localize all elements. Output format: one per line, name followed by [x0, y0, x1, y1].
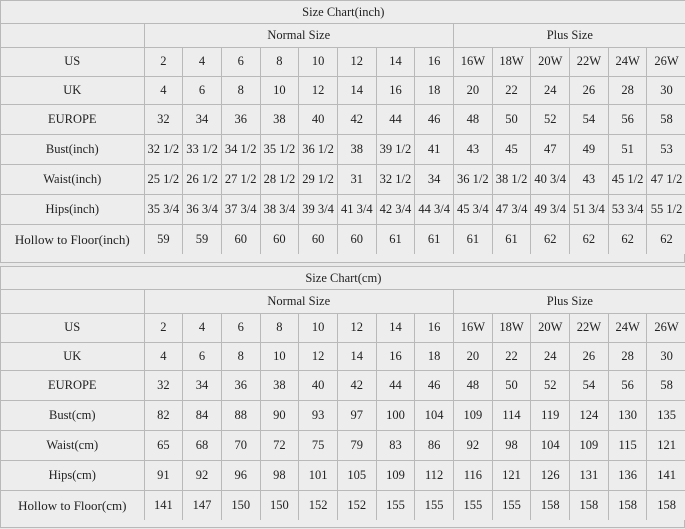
group-plus-size: Plus Size [454, 290, 685, 314]
cell: 8 [260, 48, 299, 77]
cell: 59 [183, 225, 222, 255]
cell: 61 [492, 225, 531, 255]
cell: 6 [221, 314, 260, 343]
cell: 53 3/4 [608, 195, 647, 225]
cell: 92 [183, 461, 222, 491]
cell: 16W [454, 48, 493, 77]
table-title-row [1, 1, 685, 24]
cell: 39 1/2 [376, 135, 415, 165]
cell: 150 [221, 491, 260, 521]
cell: 41 [415, 135, 454, 165]
cell: 28 [608, 342, 647, 371]
cell: 10 [260, 76, 299, 105]
cell: 56 [608, 371, 647, 401]
cell: 60 [299, 225, 338, 255]
row-label-europe: EUROPE [1, 371, 144, 401]
cell: 40 3/4 [531, 165, 570, 195]
cell: 42 [337, 105, 376, 135]
cell: 96 [221, 461, 260, 491]
cell: 82 [144, 401, 183, 431]
table-row [1, 491, 685, 521]
cell: 60 [337, 225, 376, 255]
table-row [1, 342, 685, 371]
group-plus-size: Plus Size [454, 24, 685, 48]
cell: 4 [183, 48, 222, 77]
table-row [1, 135, 685, 165]
cell: 62 [608, 225, 647, 255]
cell: 4 [183, 314, 222, 343]
cell: 50 [492, 105, 531, 135]
cell: 49 [570, 135, 609, 165]
cell: 45 3/4 [454, 195, 493, 225]
cell: 47 1/2 [647, 165, 685, 195]
cell: 20 [454, 76, 493, 105]
cell: 86 [415, 431, 454, 461]
cell: 43 [454, 135, 493, 165]
chart-title: Size Chart(cm) [1, 267, 685, 290]
cell: 14 [337, 76, 376, 105]
cell: 112 [415, 461, 454, 491]
cell: 90 [260, 401, 299, 431]
cell: 51 [608, 135, 647, 165]
size-chart-inch-table [1, 1, 685, 254]
cell: 40 [299, 371, 338, 401]
group-normal-size: Normal Size [144, 290, 454, 314]
cell: 58 [647, 105, 685, 135]
table-row [1, 461, 685, 491]
cell: 61 [415, 225, 454, 255]
table-row [1, 165, 685, 195]
size-chart-cm-table [1, 267, 685, 520]
cell: 16 [376, 342, 415, 371]
cell: 51 3/4 [570, 195, 609, 225]
cell: 32 [144, 105, 183, 135]
cell: 14 [337, 342, 376, 371]
cell: 55 1/2 [647, 195, 685, 225]
table-row [1, 371, 685, 401]
cell: 158 [647, 491, 685, 521]
cell: 101 [299, 461, 338, 491]
cell: 147 [183, 491, 222, 521]
cell: 136 [608, 461, 647, 491]
cell: 61 [376, 225, 415, 255]
cell: 141 [144, 491, 183, 521]
cell: 32 1/2 [144, 135, 183, 165]
row-label-waist: Waist(cm) [1, 431, 144, 461]
cell: 10 [260, 342, 299, 371]
cell: 40 [299, 105, 338, 135]
cell: 92 [454, 431, 493, 461]
cell: 43 [570, 165, 609, 195]
cell: 47 3/4 [492, 195, 531, 225]
cell: 48 [454, 105, 493, 135]
cell: 24 [531, 342, 570, 371]
cell: 22 [492, 342, 531, 371]
cell: 152 [299, 491, 338, 521]
table-title-row [1, 267, 685, 290]
cell: 70 [221, 431, 260, 461]
cell: 84 [183, 401, 222, 431]
row-label-uk: UK [1, 76, 144, 105]
cell: 116 [454, 461, 493, 491]
cell: 44 [376, 371, 415, 401]
cell: 65 [144, 431, 183, 461]
cell: 26 [570, 342, 609, 371]
cell: 52 [531, 371, 570, 401]
cell: 22W [570, 48, 609, 77]
cell: 22W [570, 314, 609, 343]
cell: 119 [531, 401, 570, 431]
cell: 8 [260, 314, 299, 343]
cell: 18 [415, 76, 454, 105]
cell: 4 [144, 342, 183, 371]
cell: 24W [608, 314, 647, 343]
cell: 38 3/4 [260, 195, 299, 225]
table-row [1, 105, 685, 135]
cell: 18 [415, 342, 454, 371]
cell: 18W [492, 314, 531, 343]
cell: 26W [647, 314, 685, 343]
cell: 6 [183, 342, 222, 371]
cell: 8 [221, 76, 260, 105]
cell: 104 [415, 401, 454, 431]
cell: 37 3/4 [221, 195, 260, 225]
cell: 38 [260, 105, 299, 135]
cell: 10 [299, 314, 338, 343]
cell: 12 [337, 314, 376, 343]
cell: 46 [415, 105, 454, 135]
cell: 36 [221, 105, 260, 135]
cell: 88 [221, 401, 260, 431]
cell: 72 [260, 431, 299, 461]
cell: 16 [415, 314, 454, 343]
cell: 14 [376, 314, 415, 343]
cell: 25 1/2 [144, 165, 183, 195]
cell: 27 1/2 [221, 165, 260, 195]
cell: 131 [570, 461, 609, 491]
cell: 30 [647, 76, 685, 105]
cell: 33 1/2 [183, 135, 222, 165]
cell: 50 [492, 371, 531, 401]
row-label-us: US [1, 48, 144, 77]
cell: 158 [531, 491, 570, 521]
cell: 12 [299, 76, 338, 105]
cell: 54 [570, 105, 609, 135]
cell: 44 3/4 [415, 195, 454, 225]
table-row [1, 76, 685, 105]
cell: 36 1/2 [299, 135, 338, 165]
cell: 46 [415, 371, 454, 401]
cell: 45 [492, 135, 531, 165]
cell: 20 [454, 342, 493, 371]
row-label-europe: EUROPE [1, 105, 144, 135]
cell: 83 [376, 431, 415, 461]
cell: 130 [608, 401, 647, 431]
cell: 109 [570, 431, 609, 461]
cell: 109 [454, 401, 493, 431]
cell: 6 [221, 48, 260, 77]
cell: 10 [299, 48, 338, 77]
cell: 79 [337, 431, 376, 461]
cell: 30 [647, 342, 685, 371]
cell: 16 [376, 76, 415, 105]
cell: 35 1/2 [260, 135, 299, 165]
cell: 158 [570, 491, 609, 521]
table-row [1, 401, 685, 431]
row-label-hollow-to-floor: Hollow to Floor(cm) [1, 491, 144, 521]
cell: 20W [531, 314, 570, 343]
cell: 28 1/2 [260, 165, 299, 195]
cell: 26W [647, 48, 685, 77]
row-label-hollow-to-floor: Hollow to Floor(inch) [1, 225, 144, 255]
cell: 114 [492, 401, 531, 431]
cell: 38 1/2 [492, 165, 531, 195]
cell: 68 [183, 431, 222, 461]
cell: 53 [647, 135, 685, 165]
chart-title: Size Chart(inch) [1, 1, 685, 24]
cell: 8 [221, 342, 260, 371]
cell: 38 [337, 135, 376, 165]
cell: 12 [337, 48, 376, 77]
cell: 93 [299, 401, 338, 431]
cell: 61 [454, 225, 493, 255]
table-row [1, 48, 685, 77]
table-row [1, 195, 685, 225]
cell: 47 [531, 135, 570, 165]
cell: 48 [454, 371, 493, 401]
cell: 44 [376, 105, 415, 135]
cell: 29 1/2 [299, 165, 338, 195]
cell: 56 [608, 105, 647, 135]
cell: 2 [144, 314, 183, 343]
cell: 6 [183, 76, 222, 105]
cell: 105 [337, 461, 376, 491]
cell: 14 [376, 48, 415, 77]
cell: 4 [144, 76, 183, 105]
table-row [1, 314, 685, 343]
cell: 104 [531, 431, 570, 461]
cell: 42 3/4 [376, 195, 415, 225]
size-chart-cm-block [0, 266, 685, 528]
cell: 35 3/4 [144, 195, 183, 225]
cell: 62 [570, 225, 609, 255]
cell: 16W [454, 314, 493, 343]
row-label-uk: UK [1, 342, 144, 371]
cell: 152 [337, 491, 376, 521]
cell: 141 [647, 461, 685, 491]
size-chart-inch-block [0, 0, 685, 263]
cell: 36 3/4 [183, 195, 222, 225]
cell: 36 [221, 371, 260, 401]
cell: 22 [492, 76, 531, 105]
cell: 62 [531, 225, 570, 255]
cell: 60 [260, 225, 299, 255]
cell: 18W [492, 48, 531, 77]
cell: 32 1/2 [376, 165, 415, 195]
cell: 126 [531, 461, 570, 491]
cell: 121 [647, 431, 685, 461]
table-row [1, 431, 685, 461]
row-label-hips: Hips(inch) [1, 195, 144, 225]
cell: 26 1/2 [183, 165, 222, 195]
row-label-bust: Bust(inch) [1, 135, 144, 165]
cell: 20W [531, 48, 570, 77]
cell: 24W [608, 48, 647, 77]
cell: 38 [260, 371, 299, 401]
cell: 155 [492, 491, 531, 521]
cell: 2 [144, 48, 183, 77]
cell: 34 [183, 105, 222, 135]
cell: 12 [299, 342, 338, 371]
cell: 109 [376, 461, 415, 491]
cell: 45 1/2 [608, 165, 647, 195]
cell: 36 1/2 [454, 165, 493, 195]
row-label-hips: Hips(cm) [1, 461, 144, 491]
cell: 98 [492, 431, 531, 461]
cell: 39 3/4 [299, 195, 338, 225]
cell: 97 [337, 401, 376, 431]
cell: 62 [647, 225, 685, 255]
cell: 155 [415, 491, 454, 521]
cell: 34 [183, 371, 222, 401]
cell: 158 [608, 491, 647, 521]
cell: 155 [454, 491, 493, 521]
row-label-waist: Waist(inch) [1, 165, 144, 195]
cell: 150 [260, 491, 299, 521]
row-label-bust: Bust(cm) [1, 401, 144, 431]
table-group-row [1, 290, 685, 314]
corner-cell [1, 290, 144, 314]
cell: 42 [337, 371, 376, 401]
row-label-us: US [1, 314, 144, 343]
cell: 41 3/4 [337, 195, 376, 225]
table-row [1, 225, 685, 255]
cell: 124 [570, 401, 609, 431]
cell: 58 [647, 371, 685, 401]
cell: 24 [531, 76, 570, 105]
cell: 155 [376, 491, 415, 521]
cell: 60 [221, 225, 260, 255]
group-normal-size: Normal Size [144, 24, 454, 48]
cell: 115 [608, 431, 647, 461]
cell: 26 [570, 76, 609, 105]
cell: 32 [144, 371, 183, 401]
corner-cell [1, 24, 144, 48]
cell: 28 [608, 76, 647, 105]
table-group-row [1, 24, 685, 48]
cell: 121 [492, 461, 531, 491]
cell: 52 [531, 105, 570, 135]
cell: 16 [415, 48, 454, 77]
cell: 49 3/4 [531, 195, 570, 225]
cell: 135 [647, 401, 685, 431]
cell: 34 1/2 [221, 135, 260, 165]
cell: 31 [337, 165, 376, 195]
cell: 98 [260, 461, 299, 491]
cell: 75 [299, 431, 338, 461]
cell: 34 [415, 165, 454, 195]
cell: 59 [144, 225, 183, 255]
cell: 54 [570, 371, 609, 401]
cell: 100 [376, 401, 415, 431]
cell: 91 [144, 461, 183, 491]
